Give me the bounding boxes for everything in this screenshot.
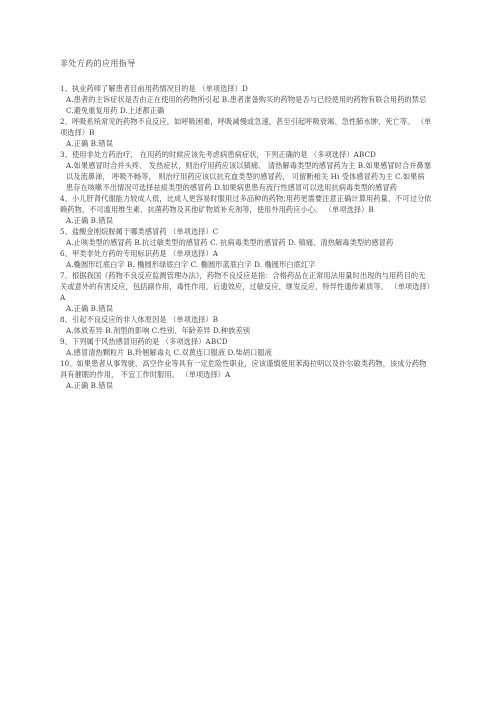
answer-options: A.正确 B.错误 [66, 304, 113, 313]
answer-options: A.正确 B.错误 [66, 139, 113, 148]
question-text: 9、下列属于风热感冒用药的是 （多项选择）ABCD [60, 337, 228, 346]
answer-options: A.感冒清热颗粒片 B.羚翘解毒丸 C.双黄连口服液 D.柴胡口服液 [66, 348, 272, 357]
question-text: 10、如果患者从事驾驶、高空作业等具有一定危险性职业，应该谨慎使用苯海拉明以及扑尔敏类药物，该成分药物具有催眠的作用， 不宜工作时服用。 （单项选择）A [60, 359, 427, 379]
question-text: 2、呼吸系统常见的药物不良反应，如呼吸困难，呼吸减慢或急速，甚至引起呼吸衰竭、急性肺水肿、死亡等。 （单项选择）B [60, 117, 432, 137]
question-text: 6、甲类非处方药的专用标识药是 （单项选择）A [60, 249, 219, 258]
page-title: 非处方药的应用指导 [60, 59, 136, 68]
question-text: 8、引起不良反应的非人体原因是 （单项选择）B [60, 315, 219, 324]
answer-options: A.止咳类型的感冒药 B.抗过敏类型的感冒药 C. 抗病毒类型的感冒药 D. 镇痛、清热解毒类型的感冒药 [66, 238, 394, 247]
answer-options: A.患者的主诉症状是否由正在使用的药物所引起 B.患者准备购买的药物是否与已经使用的药物有联合用药的禁忌 C.避免重复用药 D.上述都正确 [66, 95, 427, 115]
question-text: 5、盐酸金刚烷胺属于哪类感冒药 （单项选择）C [60, 227, 219, 236]
question-text: 4、小儿肝肾代谢能力较成人低，比成人更容易时服用过多品种的药物;用药更需要注意正确计算用药量，不可过分依赖药物，不可滥用维生素、抗菌药物及其他矿物质补充剂等，使用外用药应小心。 （单项选择）B [60, 194, 432, 214]
document-body [60, 83, 432, 391]
answer-options: A.体质差异 B.剂型的影响 C.性别、年龄差异 D.种族差别 [66, 326, 251, 335]
answer-options: A.正确 B.错误 [66, 216, 113, 225]
question-text: 3、使用非处方药治疗， 在用药的时候应该先考虑病患病症状，下列正确的是 （多项选择）ABCD [60, 150, 376, 159]
question-text: 1、执业药师了解患者目前用药情况目的是 （单项选择）D [60, 84, 248, 93]
answer-options: A.如果感冒时合并头疼、 发热症状，则治疗用药应该以镇痛、 清热解毒类型的感冒药为主 B.如果感冒时合并鼻塞以及流鼻涕， 呼吸不畅等， 则治疗用药应该以抗充血类型的感冒药， 可留断相关 Hi 受体感冒药为主 C.如果病患存在咳嗽不出情况可选择祛痰类型的感冒药 D.如果病患患有流行性感冒可以选用抗病毒类型的感冒药 [66, 161, 432, 192]
answer-options: A.椭圆形红底白字 B. 椭圆形绿底白字 C. 椭圆形蓝底白字 D. 椭圆形白底红字 [66, 260, 316, 269]
question-text: 7、根据我国《药物不良反应监测管理办法》，药物不良反应是指：合格药品在正常用法用量时出现的与用药目的无关或意外的有害反应，包括副作用，毒性作用，后遗效应，过敏反应，继发反应，特异性遗传素质等。 （单项选择）A [60, 271, 431, 302]
answer-options: A.正确 B.错误 [66, 381, 113, 390]
